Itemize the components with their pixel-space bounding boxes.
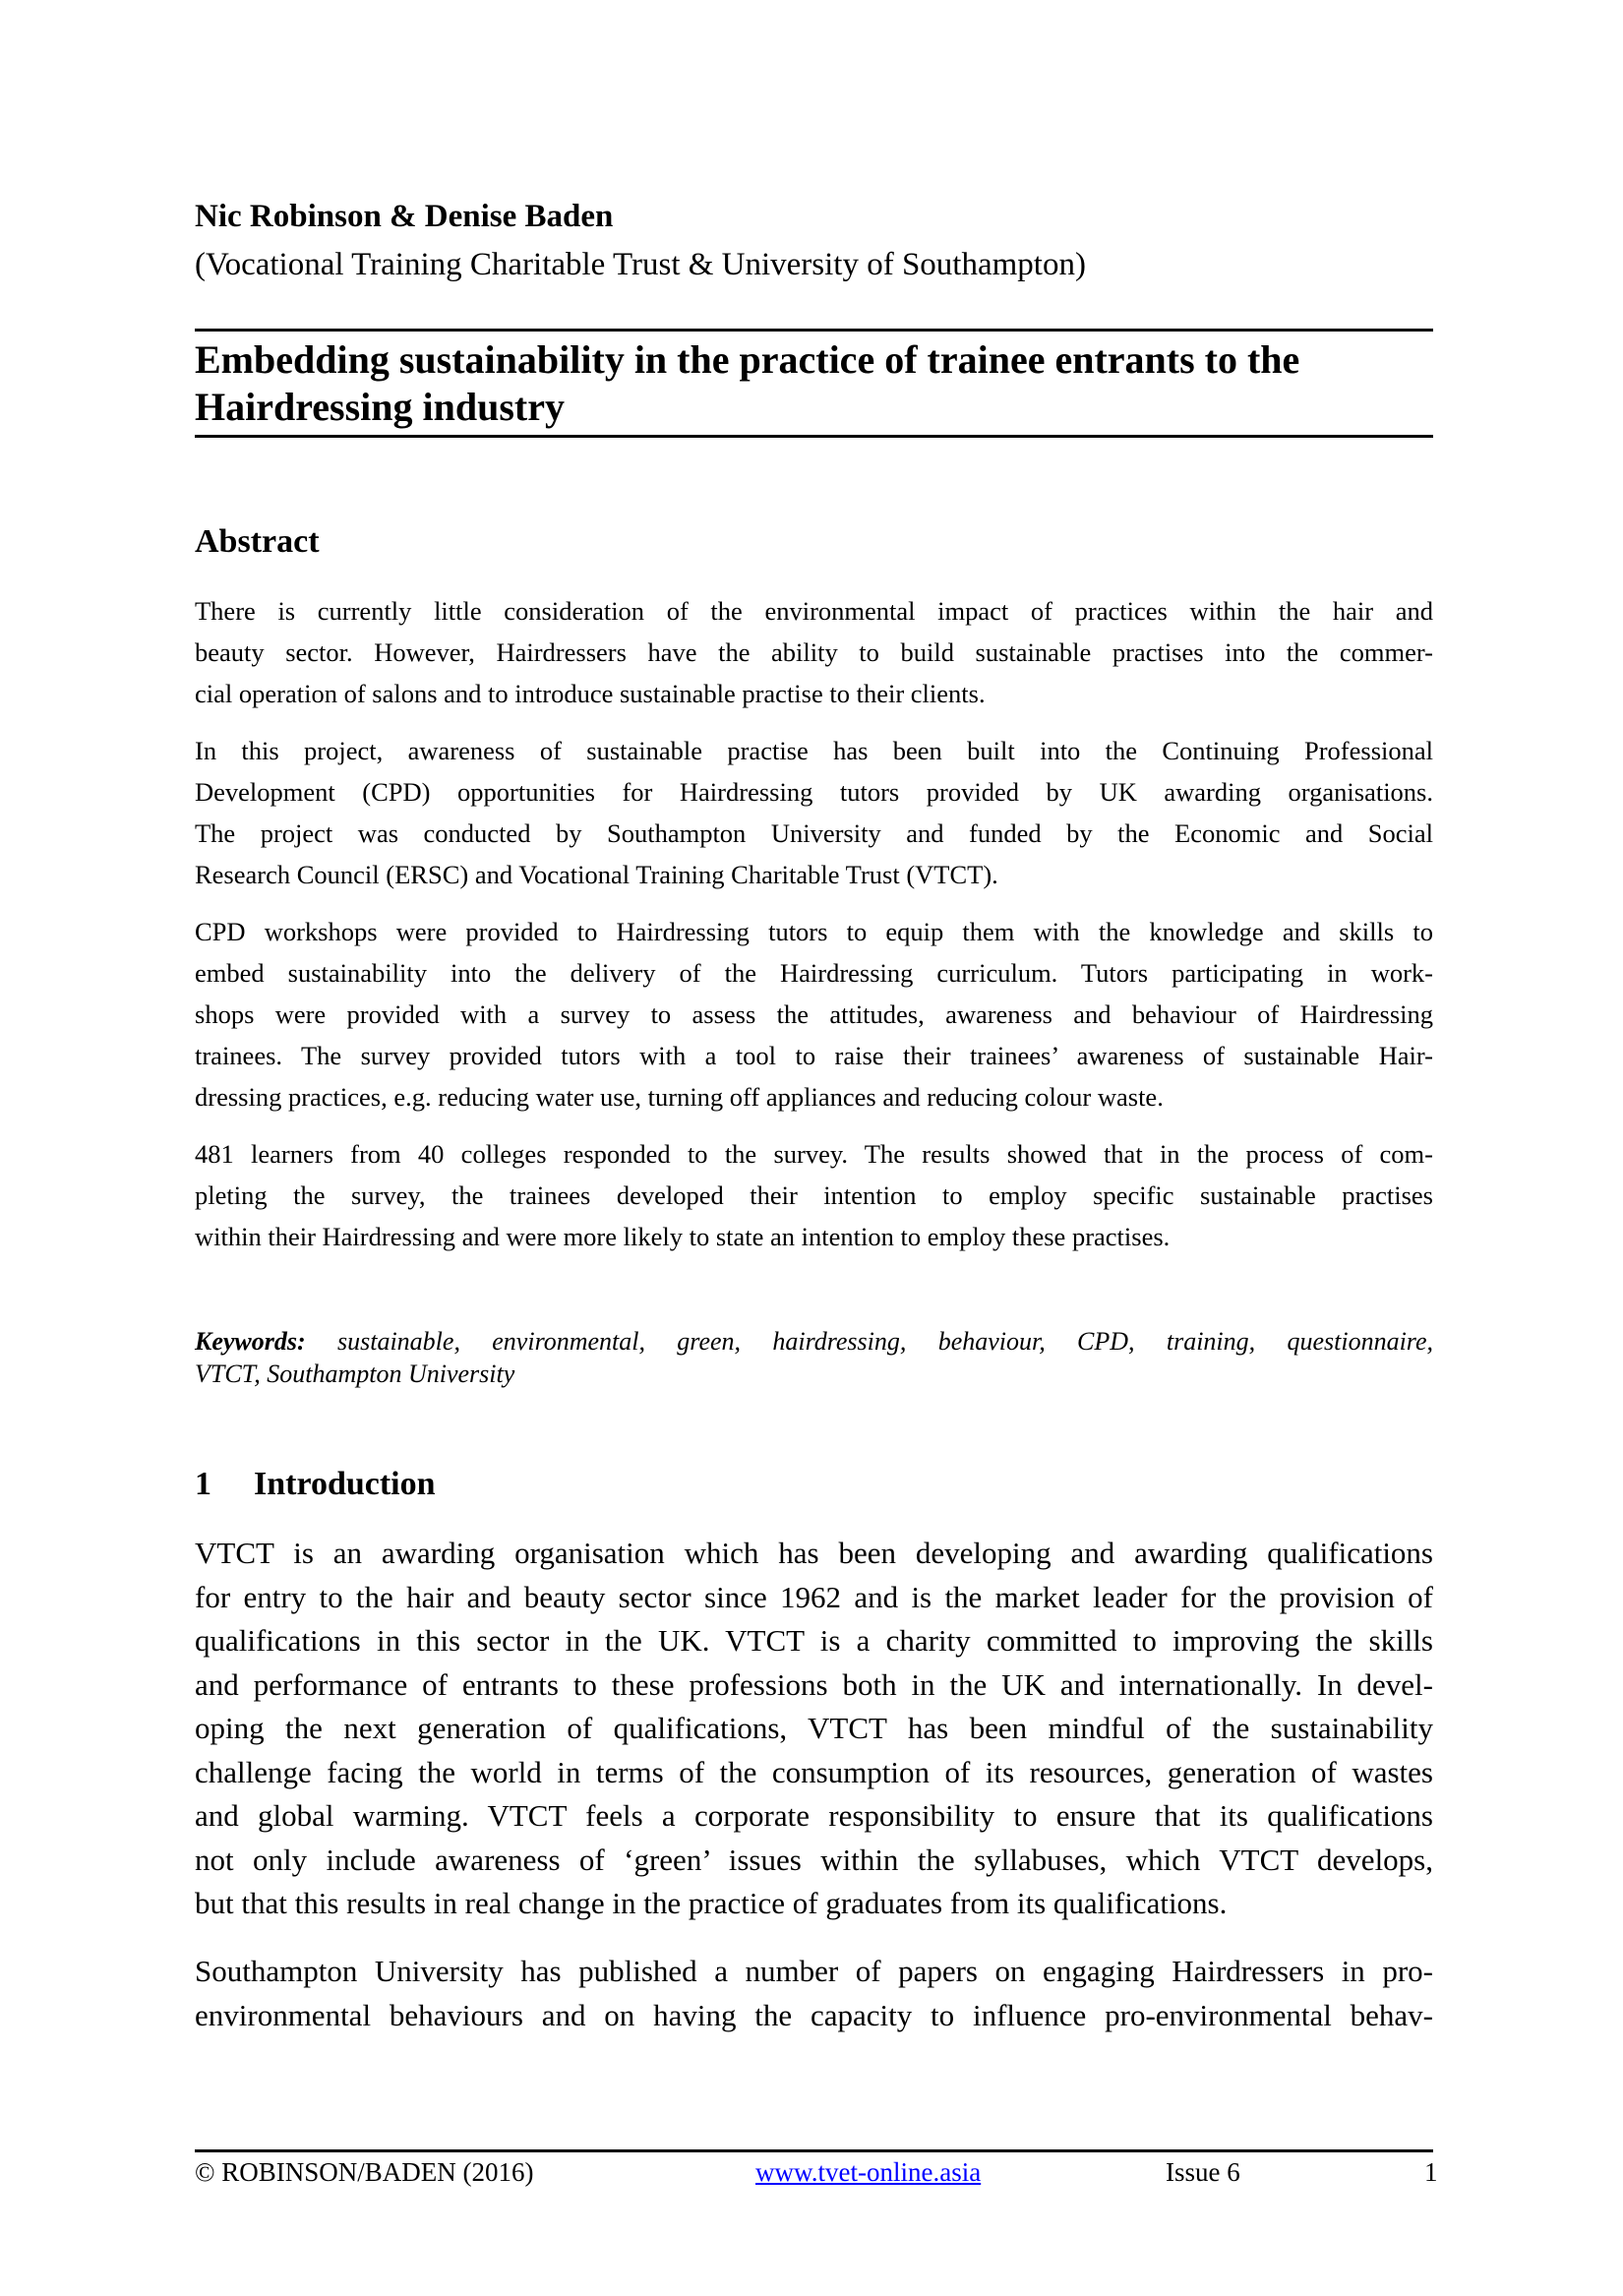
footer-rule [195, 2149, 1433, 2152]
title-line: Embedding sustainability in the practice of trainee entrants to the [195, 337, 1300, 382]
text-line: Research Council (ERSC) and Vocational Training Charitable Trust (VTCT). [195, 860, 998, 889]
title-line: Hairdressing industry [195, 385, 565, 429]
text-line: not only include awareness of ‘green’ issues within the syllabuses, which VTCT develops, [195, 1842, 1433, 1877]
text-line: environmental behaviours and on having the capacity to influence pro-environmental behav- [195, 1997, 1433, 2032]
authors: Nic Robinson & Denise Baden [195, 199, 614, 234]
text-line: but that this results in real change in the practice of graduates from its qualifications. [195, 1886, 1228, 1920]
text-line: embed sustainability into the delivery of the Hairdressing curriculum. Tutors participating in work- [195, 958, 1433, 988]
text-line: for entry to the hair and beauty sector since 1962 and is the market leader for the provision of [195, 1579, 1433, 1614]
text-line: Development (CPD) opportunities for Hairdressing tutors provided by UK awarding organisations. [195, 777, 1433, 807]
text-line: In this project, awareness of sustainable practise has been built into the Continuing Professional [195, 736, 1433, 765]
text-line: oping the next generation of qualifications, VTCT has been mindful of the sustainability [195, 1711, 1433, 1745]
text-line: and performance of entrants to these professions both in the UK and internationally. In devel- [195, 1666, 1433, 1702]
introduction-paragraph-1 [195, 1532, 1433, 1926]
section-number: 1 [195, 1466, 211, 1502]
text-line: 481 learners from 40 colleges responded to the survey. The results showed that in the process of com- [195, 1139, 1433, 1169]
text-line: dressing practices, e.g. reducing water use, turning off appliances and reducing colour waste. [195, 1082, 1164, 1112]
keywords-values: sustainable, environmental, green, hairdressing, behaviour, CPD, training, questionnaire, [337, 1327, 1433, 1356]
keywords-label: Keywords: [195, 1327, 306, 1356]
footer-copyright: © ROBINSON/BADEN (2016) [195, 2157, 534, 2187]
text-line: Southampton University has published a number of papers on engaging Hairdressers in pro- [195, 1954, 1433, 1988]
keywords-line [195, 1325, 1433, 1358]
text-line: cial operation of salons and to introduce sustainable practise to their clients. [195, 679, 986, 708]
abstract-paragraph-4 [195, 1133, 1433, 1257]
text-line: The project was conducted by Southampton University and funded by the Economic and Social [195, 818, 1433, 848]
text-line: trainees. The survey provided tutors with a tool to raise their trainees’ awareness of sustainable Hair- [195, 1041, 1433, 1070]
text-line: beauty sector. However, Hairdressers have the ability to build sustainable practises into the commer- [195, 637, 1433, 667]
text-line: and global warming. VTCT feels a corporate responsibility to ensure that its qualifications [195, 1798, 1433, 1833]
abstract-paragraph-2 [195, 730, 1433, 895]
footer-website-link[interactable]: www.tvet-online.asia [755, 2157, 982, 2187]
text-line: VTCT is an awarding organisation which has been developing and awarding qualifications [195, 1536, 1433, 1570]
text-line: pleting the survey, the trainees developed their intention to employ specific sustainable practises [195, 1180, 1433, 1210]
affiliation: (Vocational Training Charitable Trust & University of Southampton) [195, 247, 1086, 282]
text-line: There is currently little consideration of the environmental impact of practices within the hair and [195, 596, 1433, 626]
page-number: 1 [1424, 2157, 1438, 2187]
keywords [195, 1325, 1433, 1390]
text-line: challenge facing the world in terms of the consumption of its resources, generation of wastes [195, 1754, 1433, 1789]
paper-title [195, 336, 1433, 431]
title-bottom-rule [195, 435, 1433, 438]
keywords-line: VTCT, Southampton University [195, 1359, 515, 1388]
text-line: within their Hairdressing and were more likely to state an intention to employ these practises. [195, 1222, 1171, 1251]
title-top-rule [195, 329, 1433, 332]
text-line: qualifications in this sector in the UK. VTCT is a charity committed to improving the skills [195, 1623, 1433, 1658]
abstract-paragraph-1 [195, 590, 1433, 714]
section-title: Introduction [254, 1466, 436, 1502]
text-line: shops were provided with a survey to assess the attitudes, awareness and behaviour of Hairdressing [195, 999, 1433, 1029]
abstract-heading: Abstract [195, 523, 320, 560]
introduction-heading [195, 1465, 1433, 1504]
abstract-paragraph-3 [195, 911, 1433, 1118]
text-line: CPD workshops were provided to Hairdressing tutors to equip them with the knowledge and skills to [195, 917, 1433, 946]
footer-issue: Issue 6 [1166, 2157, 1240, 2187]
introduction-paragraph-2 [195, 1950, 1433, 2037]
